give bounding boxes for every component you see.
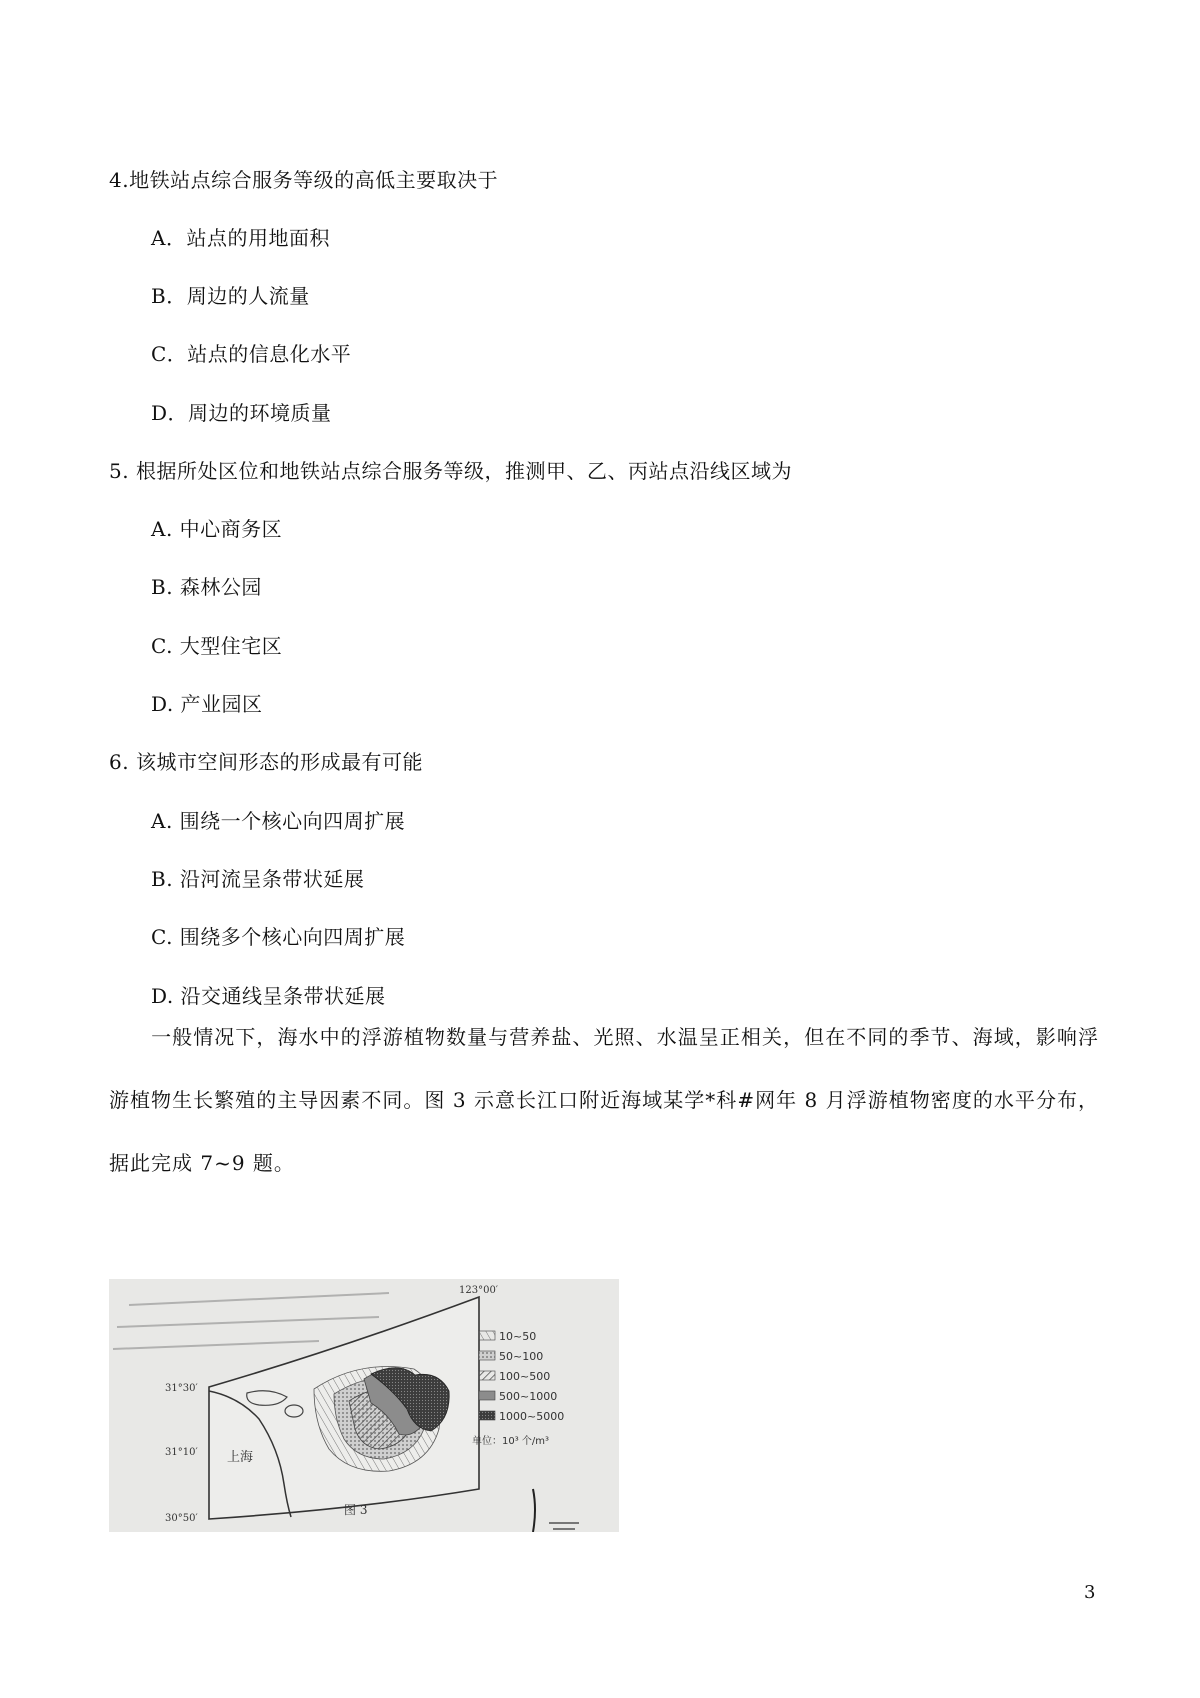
figure-3-map-drawing	[109, 1279, 619, 1532]
place-label-shanghai: 上海	[227, 1450, 254, 1465]
legend-label-50-100: 50~100	[499, 1350, 544, 1363]
intro-paragraph-text: 一般情况下，海水中的浮游植物数量与营养盐、光照、水温呈正相关，但在不同的季节、海域，影响浮游植物生长繁殖的主导因素不同。图 3 示意长江口附近海域某学*科#网年 8 月浮游植物密度的水平分布，据此完成 7~9 题。	[109, 1025, 1099, 1175]
legend-label-100-500: 100~500	[499, 1370, 551, 1383]
lat-label-31-30: 31°30′	[165, 1383, 198, 1394]
figure-caption: 图 3	[344, 1503, 368, 1517]
legend-label-10-50: 10~50	[499, 1330, 537, 1343]
question-5-option-b: B. 森林公园	[151, 575, 262, 599]
legend-label-500-1000: 500~1000	[499, 1390, 558, 1403]
question-5-option-a: A. 中心商务区	[151, 517, 283, 541]
question-6-option-c: C. 围绕多个核心向四周扩展	[151, 925, 406, 949]
question-4-option-c: C．站点的信息化水平	[151, 342, 352, 366]
legend	[472, 1330, 564, 1447]
legend-swatch-50-100	[479, 1351, 495, 1360]
question-6-option-d: D. 沿交通线呈条带状延展	[151, 984, 386, 1008]
scan-artifact-curve	[533, 1489, 535, 1532]
scan-artifact-mark	[549, 1523, 579, 1529]
intro-paragraph	[109, 1006, 1099, 1195]
legend-swatch-500-1000	[479, 1391, 495, 1400]
page-number: 3	[1084, 1582, 1096, 1603]
legend-swatch-10-50	[479, 1331, 495, 1340]
figure-3-map	[109, 1279, 619, 1532]
question-6-stem: 6. 该城市空间形态的形成最有可能	[109, 750, 423, 774]
question-5-stem: 5. 根据所处区位和地铁站点综合服务等级，推测甲、乙、丙站点沿线区域为	[109, 459, 792, 483]
legend-label-1000-5000: 1000~5000	[499, 1410, 565, 1423]
lat-label-31-10: 31°10′	[165, 1447, 198, 1458]
scan-bleed-text	[113, 1293, 389, 1349]
lat-label-30-50: 30°50′	[165, 1513, 198, 1524]
question-4-option-b: B．周边的人流量	[151, 284, 310, 308]
legend-swatch-100-500	[479, 1371, 495, 1380]
question-4-option-d: D．周边的环境质量	[151, 401, 332, 425]
question-4-option-a: A．站点的用地面积	[151, 226, 330, 250]
question-5-option-c: C. 大型住宅区	[151, 634, 283, 658]
question-6-option-b: B. 沿河流呈条带状延展	[151, 867, 365, 891]
legend-unit: 单位：10³ 个/m³	[472, 1436, 550, 1447]
lon-label-123-00: 123°00′	[459, 1285, 499, 1296]
legend-swatch-1000-5000	[479, 1411, 495, 1420]
question-4-stem: 4.地铁站点综合服务等级的高低主要取决于	[109, 168, 499, 192]
question-5-option-d: D. 产业园区	[151, 692, 263, 716]
question-6-option-a: A. 围绕一个核心向四周扩展	[151, 809, 406, 833]
